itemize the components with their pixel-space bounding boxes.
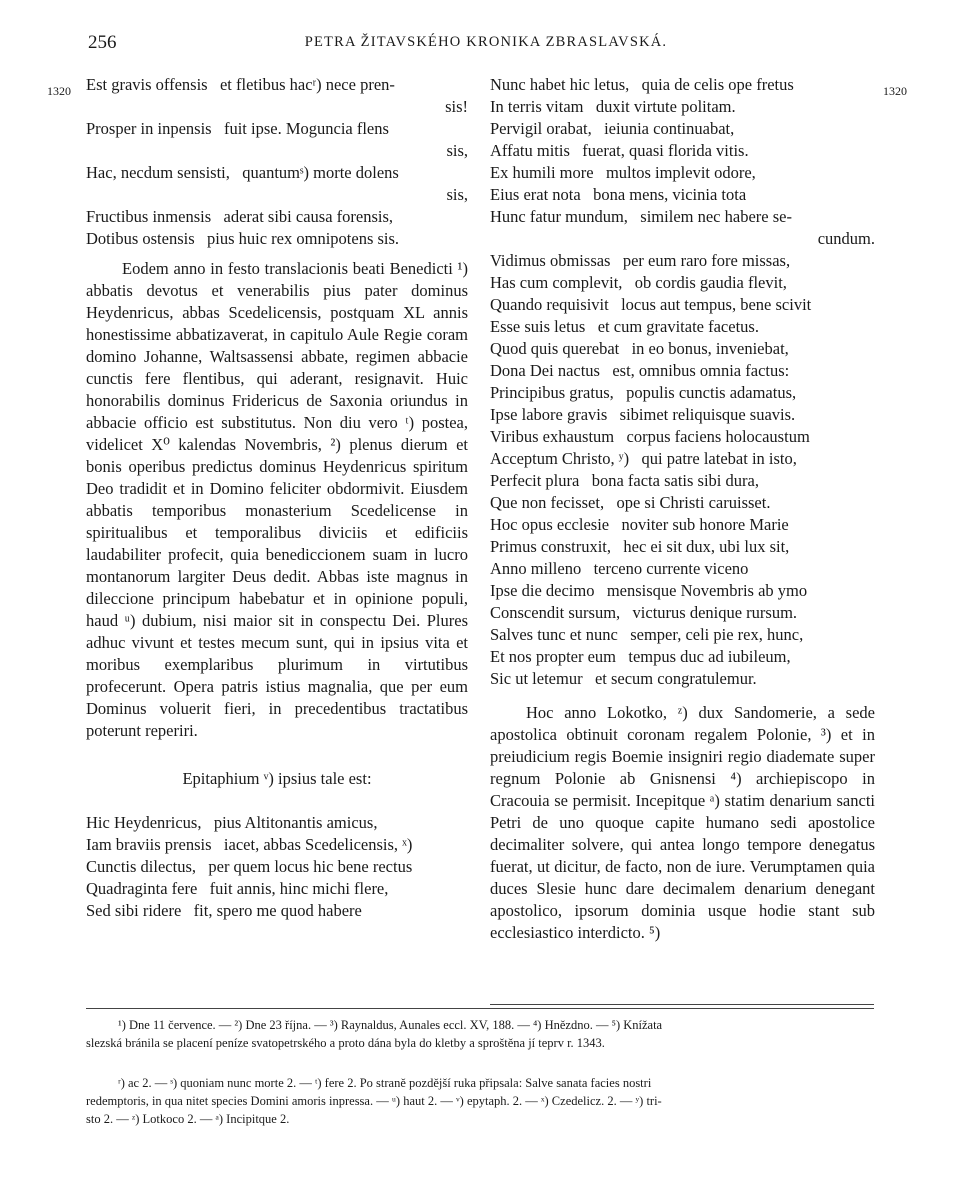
verse-line: Anno milleno terceno currente viceno: [490, 559, 749, 578]
verse-line: Quando requisivit locus aut tempus, bene scivit: [490, 295, 812, 314]
margin-year-right: 1320: [883, 84, 907, 98]
verse-line: Nunc habet hic letus, quia de celis ope fretus: [490, 75, 794, 94]
verse-line-continuation: sis,: [446, 141, 468, 160]
epitaph-verse-continued: [490, 74, 875, 690]
verse-line: Eius erat nota bona mens, vicinia tota: [490, 185, 747, 204]
verse-line: Et nos propter eum tempus duc ad iubileum,: [490, 647, 791, 666]
verse-line: Est gravis offensis et fletibus hacʳ) nece pren-: [86, 75, 395, 94]
verse-line: Acceptum Christo, ʸ) qui patre latebat in isto,: [490, 449, 797, 468]
verse-line-continuation: sis!: [445, 97, 468, 116]
verse-line: Conscendit sursum, victurus denique rursum.: [490, 603, 798, 622]
footnote-line: slezská bránila se placení peníze svatopetrského a proto dána byla do kletby a sproštěna jí teprv r. 1343.: [86, 1036, 605, 1050]
footnotes-numbered: [86, 1016, 876, 1052]
verse-line: Viribus exhaustum corpus faciens holocaustum: [490, 427, 810, 446]
verse-line: Primus construxit, hec ei sit dux, ubi lux sit,: [490, 537, 790, 556]
verse-line: Salves tunc et nunc semper, celi pie rex, hunc,: [490, 625, 804, 644]
verse-line: Esse suis letus et cum gravitate facetus.: [490, 317, 759, 336]
verse-line: Pervigil orabat, ieiunia continuabat,: [490, 119, 735, 138]
verse-line: Hic Heydenricus, pius Altitonantis amicus,: [86, 813, 378, 832]
verse-line: Dona Dei nactus est, omnibus omnia factus:: [490, 361, 790, 380]
verse-line: Que non fecisset, ope si Christi caruisset.: [490, 493, 771, 512]
verse-line-continuation: cundum.: [817, 229, 875, 248]
margin-year-left: 1320: [47, 84, 71, 98]
verse-line: Ipse die decimo mensisque Novembris ab ymo: [490, 581, 808, 600]
footnote-line: ʳ) ac 2. — ˢ) quoniam nunc morte 2. — ᵗ) fere 2. Po straně pozdější ruka připsala: Salve sanata facies nostri: [118, 1076, 652, 1090]
verse-line: Iam braviis prensis iacet, abbas Scedelicensis, ˣ): [86, 835, 413, 854]
verse-line: In terris vitam duxit virtute politam.: [490, 97, 736, 116]
page-number: 256: [88, 32, 117, 53]
verse-line: Dotibus ostensis pius huic rex omnipotens sis.: [86, 229, 400, 248]
verse-line: Sed sibi ridere fit, spero me quod habere: [86, 901, 362, 920]
verse-line: Perfecit plura bona facta satis sibi dura,: [490, 471, 759, 490]
verse-line: Quadraginta fere fuit annis, hinc michi flere,: [86, 879, 389, 898]
running-head: [82, 32, 890, 56]
verse-line: Has cum complevit, ob cordis gaudia flevit,: [490, 273, 787, 292]
verse-line: Hunc fatur mundum, similem nec habere se-: [490, 207, 792, 226]
verse-line: Quod quis querebat in eo bonus, inveniebat,: [490, 339, 789, 358]
verse-line: Ipse labore gravis sibimet reliquisque suavis.: [490, 405, 796, 424]
verse-line: Vidimus obmissas per eum raro fore missas,: [490, 251, 791, 270]
verse-line: Hac, necdum sensisti, quantumˢ) morte dolens: [86, 163, 399, 182]
verse-line: Hoc opus ecclesie noviter sub honore Marie: [490, 515, 789, 534]
verse-line: Fructibus inmensis aderat sibi causa forensis,: [86, 207, 394, 226]
verse-line: Cunctis dilectus, per quem locus hic bene rectus: [86, 857, 413, 876]
verse-line: Affatu mitis fuerat, quasi florida vitis.: [490, 141, 749, 160]
running-title: PETRA ŽITAVSKÉHO KRONIKA ZBRASLAVSKÁ.: [304, 34, 668, 50]
verse-line: Prosper in inpensis fuit ipse. Moguncia flens: [86, 119, 389, 138]
footnotes-lettered: [86, 1074, 876, 1128]
footnote-rule: [86, 1008, 874, 1009]
prose-paragraph: Hoc anno Lokotko, ᶻ) dux Sandomerie, a sede apostolica obtinuit coronam regalem Polonie, ³) et in preiudicium regis Boemie insigniri regio diademate super regnum Polonie ab Gnisnensi ⁴) archiepiscopo in Cracouia se permisit. Incepitque ᵃ) statim denarium sancti Petri de uno quoque capite humano sedi apostolice decimaliter solvere, qui antea longo tempore denegatus fuerat, ut dicitur, de facto, non de iure. Verumptamen quia duces Slesie hunc dare decimalem denarium denegant apostolico, ipsorum dominia usque hodie stant sub ecclesiastico interdicto. ⁵): [490, 703, 875, 942]
footnote-line: ¹) Dne 11 července. — ²) Dne 23 října. — ³) Raynaldus, Aunales eccl. XV, 188. — ⁴) Hnězdno. — ⁵) Knížata: [118, 1018, 663, 1032]
verse-line: Principibus gratus, populis cunctis adamatus,: [490, 383, 797, 402]
verse-line-continuation: sis,: [446, 185, 468, 204]
right-column: [490, 74, 875, 944]
footnote-line: sto 2. — ᶻ) Lotkoco 2. — ᵃ) Incipitque 2.: [86, 1112, 290, 1126]
prose-paragraph: Eodem anno in festo translacionis beati Benedicti ¹) abbatis devotus et venerabilis pius pater dominus Heydenricus, abbas Scedelicensis, postquam XL annis honestissime abbatizaverat, in capitulo Aule Regie coram domino Johanne, Waltsassensi abbate, regimen abbacie cunctis fere flentibus, qui aderant, resignavit. Huic honorabilis dominus Fridericus de Saxonia oriundus in abbacie officio est substitutus. Non diu vero ᵗ) postea, videlicet X⁰ kalendas Novembris, ²) plenus dierum et bonis operibus predictus dominus Heydenricus spiritum Deo tradidit et in Domino feliciter obdormivit. Eiusdem abbatis temporibus monasterium Scedelicense in spiritualibus et temporalibus diviciis et edificiis laudabiliter profecit, quia benediccionem suam in lucro montanorum largiter Deus dedit. Abbas iste magnus in dileccione principum habebatur et in opinione populi, haud ᵘ) dubium, nisi maior sit in conspectu Dei. Plures adhuc vivunt et testes mecum sunt, qui in ipsius vita et moribus exemplaribus plurimum in virtutibus profecerunt. Opera patris istius magnalia, que per eum Dominus voluerit fieri, in precedentibus tractatibus poterunt reperiri.: [86, 259, 468, 740]
column-end-rule: [490, 1004, 874, 1005]
verse-block-top: [86, 74, 468, 250]
left-column: [86, 74, 468, 922]
verse-line: Ex humili more multos implevit odore,: [490, 163, 756, 182]
epitaph-heading: Epitaphium ᵛ) ipsius tale est:: [182, 769, 372, 788]
verse-line: Sic ut letemur et secum congratulemur.: [490, 669, 757, 688]
epitaph-verse: [86, 812, 468, 922]
footnote-line: redemptoris, in qua nitet species Domini amoris inpressa. — ᵘ) haut 2. — ᵛ) epytaph. 2. — ˣ) Czedelicz. 2. — ʸ) tri-: [86, 1094, 662, 1108]
